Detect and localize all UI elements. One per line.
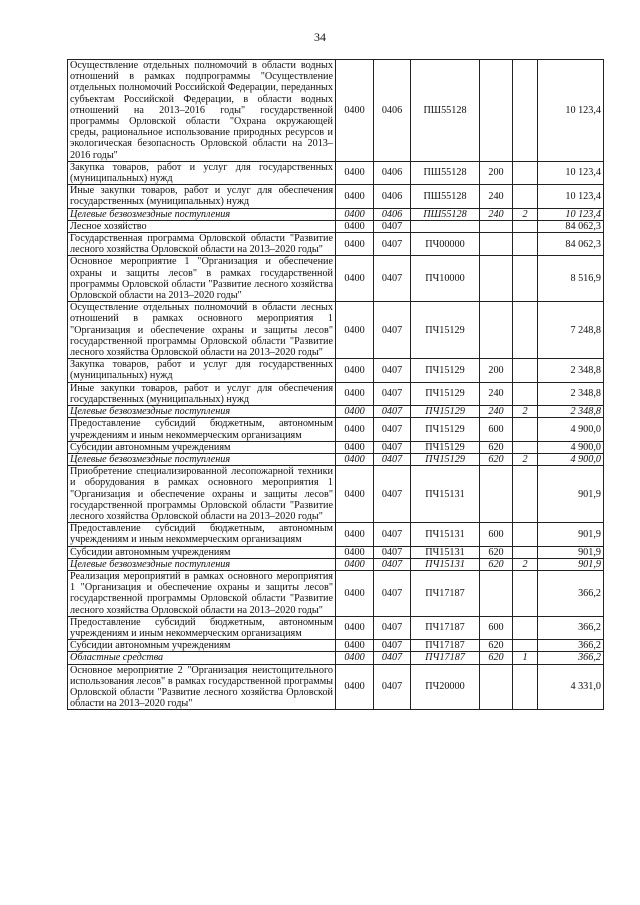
amount: 84 062,3 [538, 220, 604, 232]
funding-source-code [513, 302, 538, 359]
row-name: Государственная программа Орловской области "Развитие лесного хозяйства Орловской области на 2013–2020 годы" [68, 233, 336, 256]
funding-source-code [513, 256, 538, 302]
target-article-code: ПЧ15129 [411, 406, 480, 418]
target-article-code: ПЧ15129 [411, 453, 480, 465]
section-code: 0400 [336, 441, 374, 453]
amount: 7 248,8 [538, 302, 604, 359]
expense-type-code: 600 [480, 418, 513, 441]
expense-type-code: 240 [480, 208, 513, 220]
subsection-code: 0407 [374, 558, 411, 570]
subsection-code: 0407 [374, 256, 411, 302]
section-code: 0400 [336, 233, 374, 256]
target-article-code: ПЧ17187 [411, 652, 480, 664]
row-name: Иные закупки товаров, работ и услуг для обеспечения государственных (муниципальных) нужд [68, 382, 336, 405]
page-number: 34 [314, 30, 326, 44]
expense-type-code: 620 [480, 453, 513, 465]
expense-type-code: 620 [480, 652, 513, 664]
subsection-code: 0407 [374, 546, 411, 558]
section-code: 0400 [336, 652, 374, 664]
subsection-code: 0407 [374, 640, 411, 652]
target-article-code: ПЧ15129 [411, 359, 480, 382]
target-article-code: ПЧ15131 [411, 466, 480, 523]
section-code: 0400 [336, 453, 374, 465]
section-code: 0400 [336, 208, 374, 220]
row-name: Предоставление субсидий бюджетным, автономным учреждениям и иным некоммерческим организациям [68, 418, 336, 441]
target-article-code: ПШ55128 [411, 208, 480, 220]
table-row [68, 453, 604, 465]
expense-type-code [480, 664, 513, 710]
funding-source-code [513, 570, 538, 616]
amount: 366,2 [538, 640, 604, 652]
table-row [68, 640, 604, 652]
subsection-code: 0407 [374, 406, 411, 418]
subsection-code: 0407 [374, 664, 411, 710]
subsection-code: 0406 [374, 161, 411, 184]
funding-source-code [513, 523, 538, 546]
expense-type-code: 200 [480, 161, 513, 184]
amount: 4 900,0 [538, 441, 604, 453]
subsection-code: 0407 [374, 453, 411, 465]
table-row [68, 256, 604, 302]
row-name: Областные средства [68, 652, 336, 664]
row-name: Субсидии автономным учреждениям [68, 546, 336, 558]
row-name: Реализация мероприятий в рамках основного мероприятия 1 "Организация и обеспечение охраны и защиты лесов" государственной программы Орловской области "Развитие лесного хозяйства Орловской области на 2013–2020 годы" [68, 570, 336, 616]
amount: 10 123,4 [538, 60, 604, 162]
row-name: Приобретение специализированной лесопожарной техники и оборудования в рамках основного мероприятия 1 "Организация и обеспечение охраны и защиты лесов" государственной программы Орловской области "Развитие лесного хозяйства Орловской области на 2013–2020 годы" [68, 466, 336, 523]
target-article-code: ПЧ15131 [411, 558, 480, 570]
target-article-code: ПЧ10000 [411, 256, 480, 302]
funding-source-code [513, 185, 538, 208]
amount: 901,9 [538, 523, 604, 546]
row-name: Основное мероприятие 1 "Организация и обеспечение охраны и защиты лесов" в рамках государственной программы Орловской области "Развитие лесного хозяйства Орловской области на 2013–2020 годы" [68, 256, 336, 302]
expense-type-code: 200 [480, 359, 513, 382]
amount: 366,2 [538, 570, 604, 616]
section-code: 0400 [336, 406, 374, 418]
amount: 10 123,4 [538, 208, 604, 220]
amount: 4 331,0 [538, 664, 604, 710]
row-name: Субсидии автономным учреждениям [68, 441, 336, 453]
subsection-code: 0407 [374, 523, 411, 546]
table-row [68, 302, 604, 359]
expense-type-code: 240 [480, 382, 513, 405]
expense-type-code: 620 [480, 640, 513, 652]
funding-source-code [513, 441, 538, 453]
table-row [68, 60, 604, 162]
subsection-code: 0407 [374, 359, 411, 382]
amount: 2 348,8 [538, 382, 604, 405]
funding-source-code [513, 466, 538, 523]
table-row [68, 652, 604, 664]
expense-type-code [480, 466, 513, 523]
row-name: Целевые безвозмездные поступления [68, 406, 336, 418]
target-article-code: ПШ55128 [411, 185, 480, 208]
funding-source-code [513, 161, 538, 184]
table-row [68, 233, 604, 256]
section-code: 0400 [336, 185, 374, 208]
table-row [68, 664, 604, 710]
amount: 366,2 [538, 616, 604, 639]
table-row [68, 616, 604, 639]
subsection-code: 0407 [374, 441, 411, 453]
row-name: Целевые безвозмездные поступления [68, 558, 336, 570]
table-row [68, 546, 604, 558]
target-article-code: ПЧ15129 [411, 302, 480, 359]
table-row [68, 418, 604, 441]
table-row [68, 441, 604, 453]
amount: 366,2 [538, 652, 604, 664]
section-code: 0400 [336, 466, 374, 523]
funding-source-code: 2 [513, 453, 538, 465]
row-name: Закупка товаров, работ и услуг для государственных (муниципальных) нужд [68, 359, 336, 382]
expense-type-code: 620 [480, 558, 513, 570]
subsection-code: 0407 [374, 418, 411, 441]
expense-type-code [480, 570, 513, 616]
amount: 901,9 [538, 546, 604, 558]
target-article-code: ПЧ15131 [411, 523, 480, 546]
section-code: 0400 [336, 302, 374, 359]
funding-source-code [513, 220, 538, 232]
section-code: 0400 [336, 523, 374, 546]
row-name: Основное мероприятие 2 "Организация неистощительного использования лесов" в рамках государственной программы Орловской области "Развитие лесного хозяйства Орловской области на 2013–2020 годы" [68, 664, 336, 710]
subsection-code: 0406 [374, 208, 411, 220]
table-row [68, 359, 604, 382]
budget-table [67, 59, 604, 710]
subsection-code: 0407 [374, 652, 411, 664]
row-name: Целевые безвозмездные поступления [68, 453, 336, 465]
funding-source-code: 2 [513, 558, 538, 570]
row-name: Субсидии автономным учреждениям [68, 640, 336, 652]
table-row [68, 570, 604, 616]
expense-type-code [480, 60, 513, 162]
target-article-code: ПЧ00000 [411, 233, 480, 256]
section-code: 0400 [336, 546, 374, 558]
target-article-code: ПШ55128 [411, 161, 480, 184]
table-row [68, 466, 604, 523]
expense-type-code: 620 [480, 441, 513, 453]
funding-source-code [513, 418, 538, 441]
table-row [68, 220, 604, 232]
amount: 10 123,4 [538, 161, 604, 184]
expense-type-code [480, 220, 513, 232]
target-article-code: ПЧ20000 [411, 664, 480, 710]
amount: 4 900,0 [538, 418, 604, 441]
subsection-code: 0407 [374, 616, 411, 639]
expense-type-code: 240 [480, 406, 513, 418]
section-code: 0400 [336, 256, 374, 302]
target-article-code: ПЧ17187 [411, 640, 480, 652]
funding-source-code [513, 546, 538, 558]
target-article-code: ПЧ15129 [411, 382, 480, 405]
funding-source-code [513, 233, 538, 256]
amount: 4 900,0 [538, 453, 604, 465]
section-code: 0400 [336, 418, 374, 441]
funding-source-code: 2 [513, 406, 538, 418]
funding-source-code: 2 [513, 208, 538, 220]
target-article-code: ПЧ17187 [411, 616, 480, 639]
funding-source-code [513, 359, 538, 382]
table-row [68, 406, 604, 418]
expense-type-code: 600 [480, 616, 513, 639]
row-name: Лесное хозяйство [68, 220, 336, 232]
amount: 901,9 [538, 466, 604, 523]
section-code: 0400 [336, 558, 374, 570]
subsection-code: 0407 [374, 382, 411, 405]
section-code: 0400 [336, 220, 374, 232]
section-code: 0400 [336, 640, 374, 652]
amount: 84 062,3 [538, 233, 604, 256]
row-name: Предоставление субсидий бюджетным, автономным учреждениям и иным некоммерческим организациям [68, 523, 336, 546]
section-code: 0400 [336, 664, 374, 710]
target-article-code [411, 220, 480, 232]
amount: 8 516,9 [538, 256, 604, 302]
expense-type-code: 600 [480, 523, 513, 546]
table-row [68, 208, 604, 220]
funding-source-code: 1 [513, 652, 538, 664]
subsection-code: 0406 [374, 185, 411, 208]
row-name: Предоставление субсидий бюджетным, автономным учреждениям и иным некоммерческим организациям [68, 616, 336, 639]
section-code: 0400 [336, 382, 374, 405]
table-row [68, 523, 604, 546]
expense-type-code [480, 302, 513, 359]
target-article-code: ПЧ15129 [411, 441, 480, 453]
section-code: 0400 [336, 616, 374, 639]
amount: 2 348,8 [538, 359, 604, 382]
section-code: 0400 [336, 60, 374, 162]
amount: 10 123,4 [538, 185, 604, 208]
expense-type-code [480, 233, 513, 256]
target-article-code: ПЧ15131 [411, 546, 480, 558]
funding-source-code [513, 382, 538, 405]
expense-type-code: 620 [480, 546, 513, 558]
target-article-code: ПЧ15129 [411, 418, 480, 441]
row-name: Целевые безвозмездные поступления [68, 208, 336, 220]
section-code: 0400 [336, 359, 374, 382]
table-row [68, 161, 604, 184]
section-code: 0400 [336, 570, 374, 616]
funding-source-code [513, 60, 538, 162]
amount: 2 348,8 [538, 406, 604, 418]
row-name: Осуществление отдельных полномочий в области лесных отношений в рамках основного мероприятия 1 "Организация и обеспечение охраны и защиты лесов" государственной программы Орловской области "Развитие лесного хозяйства Орловской области на 2013–2020 годы" [68, 302, 336, 359]
funding-source-code [513, 640, 538, 652]
subsection-code: 0407 [374, 302, 411, 359]
subsection-code: 0407 [374, 220, 411, 232]
subsection-code: 0407 [374, 466, 411, 523]
funding-source-code [513, 664, 538, 710]
funding-source-code [513, 616, 538, 639]
expense-type-code: 240 [480, 185, 513, 208]
subsection-code: 0407 [374, 233, 411, 256]
section-code: 0400 [336, 161, 374, 184]
expense-type-code [480, 256, 513, 302]
target-article-code: ПШ55128 [411, 60, 480, 162]
target-article-code: ПЧ17187 [411, 570, 480, 616]
subsection-code: 0407 [374, 570, 411, 616]
table-row [68, 185, 604, 208]
subsection-code: 0406 [374, 60, 411, 162]
table-row [68, 382, 604, 405]
table-row [68, 558, 604, 570]
row-name: Иные закупки товаров, работ и услуг для обеспечения государственных (муниципальных) нужд [68, 185, 336, 208]
row-name: Закупка товаров, работ и услуг для государственных (муниципальных) нужд [68, 161, 336, 184]
amount: 901,9 [538, 558, 604, 570]
row-name: Осуществление отдельных полномочий в области водных отношений в рамках подпрограммы "Осуществление отдельных полномочий Российской Федерации, переданных субъектам Российской Федерации, в области водных отношений на 2013–2016 годы" государственной программы Орловской области "Охрана окружающей среды, рациональное использование природных ресурсов и экологическая безопасность Орловской области на 2013–2016 годы" [68, 60, 336, 162]
